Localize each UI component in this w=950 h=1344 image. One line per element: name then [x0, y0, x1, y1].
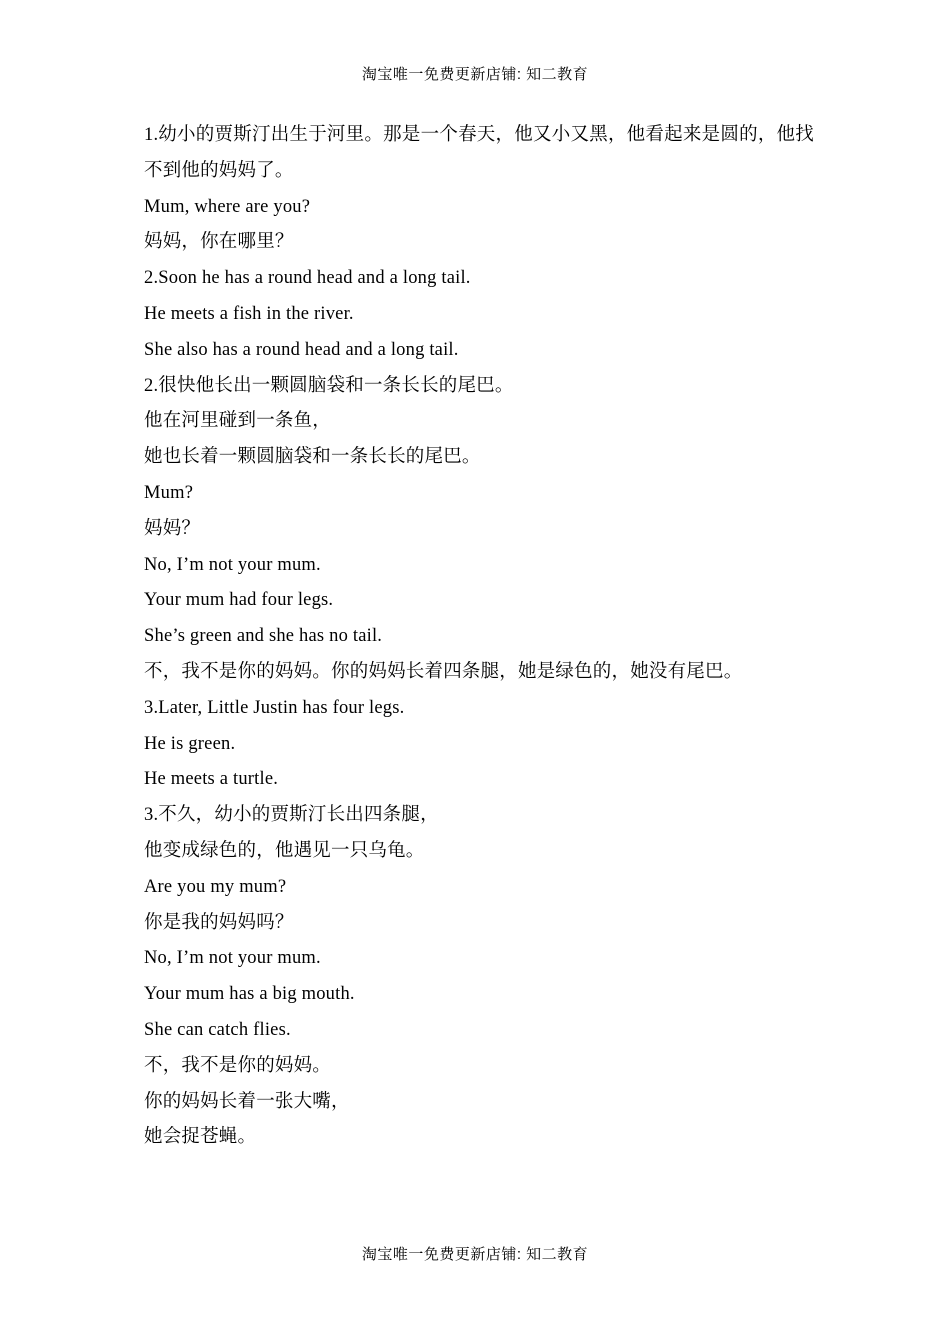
paragraph: Your mum had four legs.: [144, 590, 334, 611]
paragraph: She also has a round head and a long tail.: [144, 339, 459, 360]
paragraph: She can catch flies.: [144, 1019, 291, 1040]
paragraph: 她也长着一颗圆脑袋和一条长长的尾巴。: [144, 447, 481, 468]
paragraph: Mum?: [144, 482, 194, 503]
page-header: [0, 63, 950, 84]
paragraph: 你的妈妈长着一张大嘴，: [144, 1091, 350, 1112]
paragraph: 3.不久，幼小的贾斯汀长出四条腿，: [144, 805, 439, 826]
paragraph: 妈妈，你在哪里？: [144, 232, 294, 253]
paragraph: 妈妈？: [144, 518, 201, 539]
paragraph: He meets a fish in the river.: [144, 303, 354, 324]
paragraph: 不，我不是你的妈妈。你的妈妈长着四条腿，她是绿色的，她没有尾巴。: [144, 661, 743, 682]
page-footer: [0, 1243, 950, 1264]
paragraph: Your mum has a big mouth.: [144, 984, 355, 1005]
paragraph: 你是我的妈妈吗？: [144, 912, 294, 933]
paragraph: He is green.: [144, 733, 236, 754]
paragraph: 3.Later, Little Justin has four legs.: [144, 697, 405, 718]
paragraph: No, I’m not your mum.: [144, 948, 321, 969]
paragraph: 不，我不是你的妈妈。: [144, 1055, 332, 1076]
document-body: [144, 118, 814, 1156]
paragraph: Are you my mum?: [144, 876, 287, 897]
paragraph: 1.幼小的贾斯汀出生于河里。那是一个春天，他又小又黑，他看起来是圆的，他找不到他的妈妈了。: [144, 125, 814, 181]
paragraph: 2.Soon he has a round head and a long tail.: [144, 268, 471, 289]
paragraph: No, I’m not your mum.: [144, 554, 321, 575]
paragraph: She’s green and she has no tail.: [144, 626, 383, 647]
paragraph: He meets a turtle.: [144, 769, 279, 790]
paragraph: 她会捉苍蝇。: [144, 1127, 257, 1148]
paragraph: Mum, where are you?: [144, 196, 311, 217]
header-shop-label: 淘宝唯一免费更新店铺: 知二教育: [361, 66, 589, 83]
paragraph: 2.很快他长出一颗圆脑袋和一条长长的尾巴。: [144, 375, 514, 396]
footer-shop-label: 淘宝唯一免费更新店铺: 知二教育: [361, 1246, 589, 1263]
paragraph: 他变成绿色的，他遇见一只乌龟。: [144, 840, 425, 861]
paragraph: 他在河里碰到一条鱼，: [144, 411, 332, 432]
